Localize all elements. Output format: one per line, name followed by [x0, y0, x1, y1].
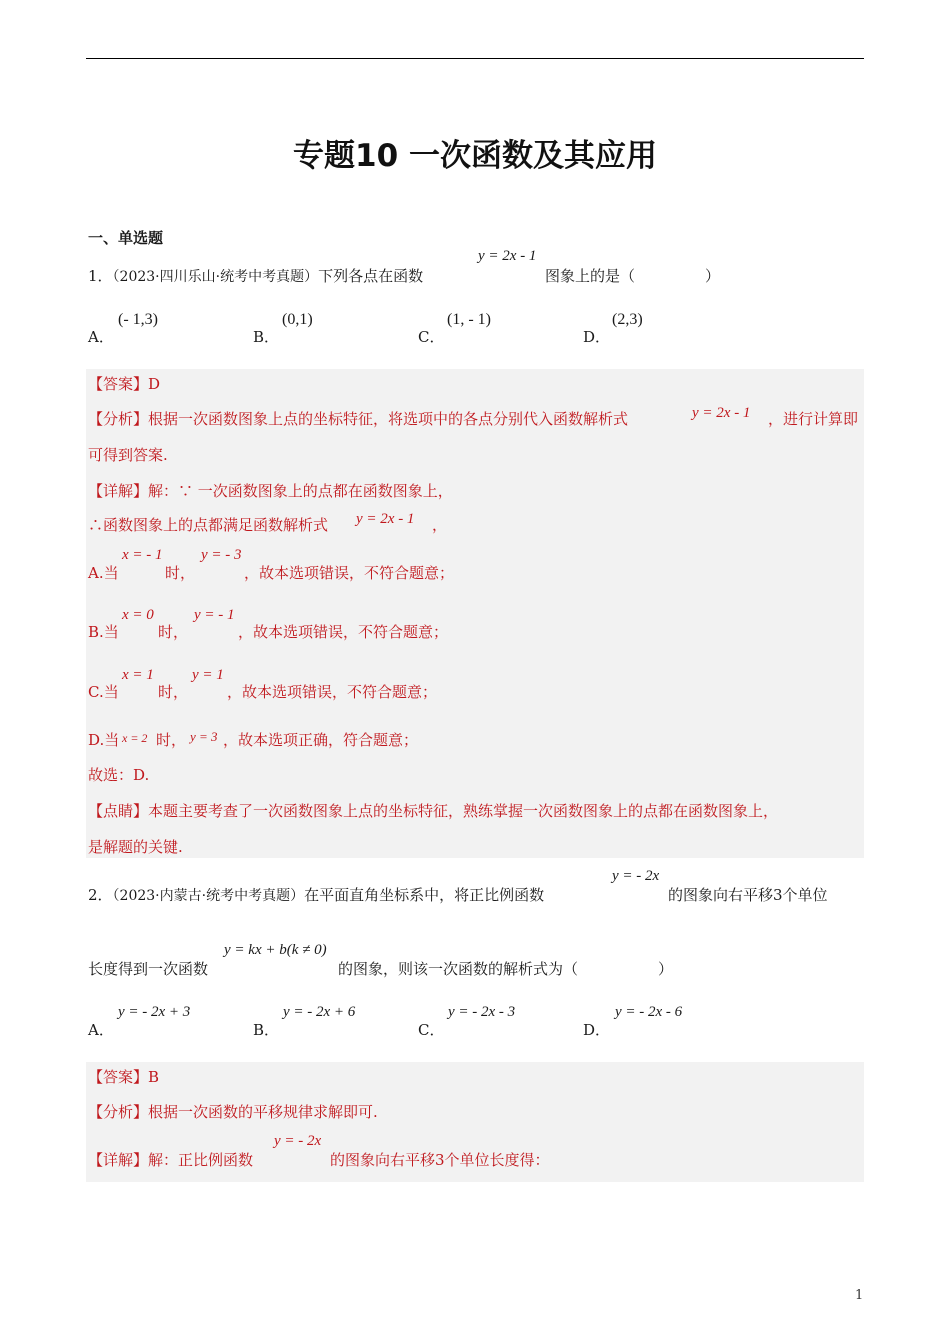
q1-analysis: 【分析】根据一次函数图象上点的坐标特征，将选项中的各点分别代入函数解析式 [88, 410, 629, 428]
section-heading: 一、单选题 [88, 229, 164, 247]
q1-option-d-letter: D． [583, 328, 611, 346]
q1-step-c-y: y = 1 [192, 667, 224, 683]
q1-comment-end: 是解题的关键. [88, 838, 183, 856]
q2-stem-line2-end: 的图象，则该一次函数的解析式为（ ） [338, 960, 674, 978]
q1-step-b-prefix: B.当 [88, 623, 119, 641]
q1-source: （2023·四川乐山·统考中考真题） [112, 269, 319, 285]
q1-step-a-prefix: A.当 [88, 564, 119, 582]
q1-stem-end: 图象上的是（ ） [545, 267, 721, 285]
header-rule [86, 58, 864, 59]
q1-step-b-mid: 时， [158, 623, 189, 641]
q1-step-d-x: x = 2 [122, 731, 148, 745]
q2-option-a-value: y = - 2x + 3 [118, 1004, 191, 1020]
q1-option-a-value: (- 1,3) [118, 311, 158, 328]
q2-source: （2023·内蒙古·统考中考真题） [112, 888, 305, 904]
q1-step-a-mid: 时， [165, 564, 196, 582]
q1-detail-line2: ∴函数图象上的点都满足函数解析式 [88, 516, 329, 534]
q1-option-d-value: (2,3) [612, 311, 643, 328]
q2-function-2: y = kx + b(k ≠ 0) [224, 942, 327, 958]
q1-step-b-y: y = - 1 [194, 607, 235, 623]
q2-option-b-value: y = - 2x + 6 [283, 1004, 356, 1020]
q2-stem [88, 884, 544, 907]
q1-detail: 【详解】解：∵ 一次函数图象上的点都在函数图象上， [88, 482, 453, 500]
q1-stem [88, 265, 423, 288]
page-title: 专题10 一次函数及其应用 [293, 138, 657, 174]
q1-analysis-end: 可得到答案. [88, 446, 168, 464]
q1-detail-line2-end: ， [432, 516, 448, 534]
q1-stem-text: 下列各点在函数 [318, 267, 424, 285]
q2-option-d-value: y = - 2x - 6 [615, 1004, 683, 1020]
q1-detail-function: y = 2x - 1 [356, 511, 415, 527]
q1-analysis-cont: ，进行计算即 [768, 410, 859, 428]
q2-stem-cont: 的图象向右平移3个单位 [668, 886, 828, 904]
q1-step-d-y: y = 3 [190, 729, 218, 744]
q1-option-b-value: (0,1) [282, 311, 313, 328]
q2-stem-text: 在平面直角坐标系中，将正比例函数 [304, 886, 545, 904]
q2-stem-line2: 长度得到一次函数 [88, 960, 209, 978]
q2-option-a-letter: A． [88, 1021, 114, 1039]
q2-detail-function: y = - 2x [274, 1133, 322, 1149]
q1-step-d-suffix: ，故本选项正确，符合题意； [223, 731, 419, 749]
q1-option-c-value: (1, - 1) [447, 311, 491, 328]
q1-step-d-mid: 时， [156, 731, 187, 749]
q2-option-c-value: y = - 2x - 3 [448, 1004, 516, 1020]
q2-function-1: y = - 2x [612, 868, 660, 884]
q1-step-d-prefix: D.当 [88, 731, 120, 749]
q1-option-c-letter: C． [418, 328, 445, 346]
q2-number: 2． [88, 886, 113, 904]
q1-analysis-function: y = 2x - 1 [692, 405, 751, 421]
q1-function: y = 2x - 1 [478, 248, 537, 264]
q2-option-d-letter: D． [583, 1021, 611, 1039]
q1-step-a-suffix: ，故本选项错误，不符合题意； [244, 564, 455, 582]
page-number: 1 [855, 1288, 864, 1303]
q1-conclusion: 故选：D. [88, 766, 150, 784]
q1-step-c-x: x = 1 [122, 667, 154, 683]
q1-step-c-prefix: C.当 [88, 683, 119, 701]
q2-detail: 【详解】解：正比例函数 [88, 1151, 254, 1169]
q1-step-c-mid: 时， [158, 683, 189, 701]
q1-option-b-letter: B． [253, 328, 280, 346]
q2-analysis: 【分析】根据一次函数的平移规律求解即可. [88, 1103, 378, 1121]
q2-option-b-letter: B． [253, 1021, 280, 1039]
q2-answer: 【答案】B [88, 1068, 160, 1086]
q1-option-a-letter: A． [88, 328, 114, 346]
q1-step-a-x: x = - 1 [122, 547, 163, 563]
q2-detail-cont: 的图象向右平移3个单位长度得： [330, 1151, 550, 1169]
q1-step-b-suffix: ，故本选项错误，不符合题意； [238, 623, 449, 641]
q1-comment: 【点睛】本题主要考查了一次函数图象上点的坐标特征，熟练掌握一次函数图象上的点都在函数图象上， [88, 802, 779, 820]
q1-answer: 【答案】D [88, 375, 161, 393]
q1-number: 1． [88, 267, 113, 285]
q1-step-c-suffix: ，故本选项错误，不符合题意； [227, 683, 438, 701]
q1-step-b-x: x = 0 [122, 607, 154, 623]
q1-step-a-y: y = - 3 [201, 547, 242, 563]
q2-option-c-letter: C． [418, 1021, 445, 1039]
